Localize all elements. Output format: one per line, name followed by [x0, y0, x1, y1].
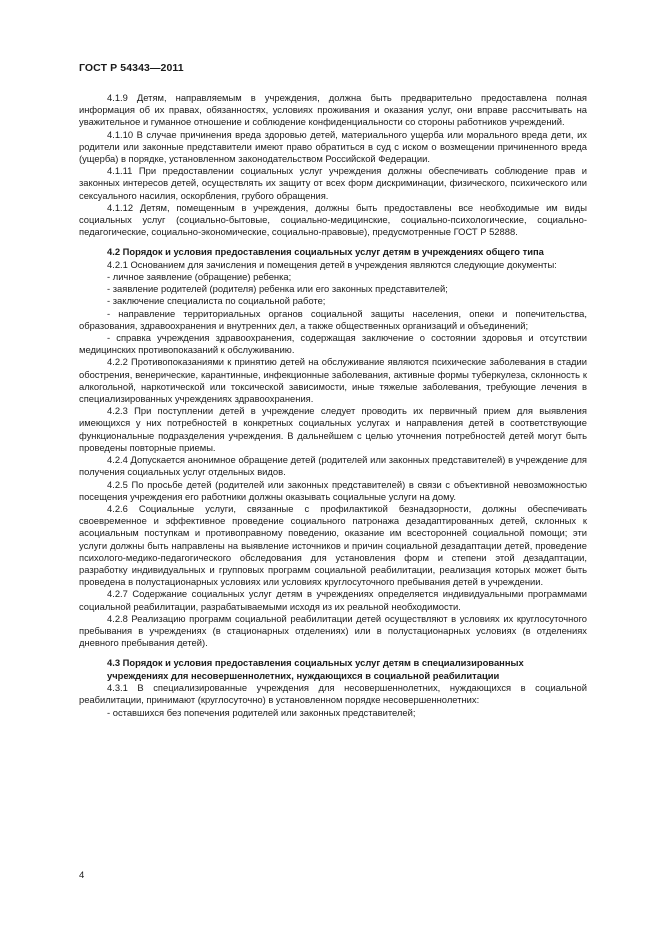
paragraph-4-2-2: 4.2.2 Противопоказаниями к принятию детей на обслуживание являются психические заболевания в стадии обострения, венерические, карантинные, инфекционные заболевания, активные формы туберкулеза, склонность к алкогольной, наркотической или токсической зависимости, иные тяжелые заболевания, требующие лечения в специализированных учреждениях здравоохранения. [79, 356, 587, 405]
paragraph-4-2-7: 4.2.7 Содержание социальных услуг детям в учреждениях определяется индивидуальными программами социальной реабилитации, разрабатываемыми исходя из их реальной необходимости. [79, 588, 587, 612]
paragraph-4-2-8: 4.2.8 Реализацию программ социальной реабилитации детей осуществляют в условиях их круглосуточного пребывания в учреждениях (в стационарных отделениях) или в полустационарных условиях (в отделениях дневного пребывания детей). [79, 612, 587, 649]
paragraph-4-1-9: 4.1.9 Детям, направляемым в учреждения, должна быть предварительно предоставлена полная информация об их правах, обязанностях, условиях проживания и оказания услуг, они вправе рассчитывать на уважительное и гуманное отношение и соблюдение конфиденциальности со стороны работников учреждений. [79, 92, 587, 128]
paragraph-4-2-5: 4.2.5 По просьбе детей (родителей или законных представителей) в связи с объективной невозможностью посещения учреждения его работники должны оказывать социальные услуги на дому. [79, 478, 587, 502]
document-body [79, 92, 587, 719]
paragraph-4-2-4: 4.2.4 Допускается анонимное обращение детей (родителей или законных представителей) в учреждение для получения социальных услуг отдельных видов. [79, 454, 587, 478]
standard-code-header: ГОСТ Р 54343—2011 [79, 62, 184, 74]
list-item: - заявление родителей (родителя) ребенка или его законных представителей; [107, 283, 448, 295]
paragraph-4-2-3: 4.2.3 При поступлении детей в учреждение следует проводить их первичный прием для выявления имеющихся у них потребностей в конкретных социальных услугах и направления детей в соответствующие функциональные подразделения учреждения. В дальнейшем с целью уточнения потребностей детей могут быть проведены повторные приемы. [79, 405, 587, 453]
paragraph-4-1-11: 4.1.11 При предоставлении социальных услуг учреждения должны обеспечивать соблюдение прав и законных интересов детей, осуществлять их защиту от всех форм дискриминации, физического, психического или сексуального насилия, оскорбления, грубого обращения. [79, 165, 587, 201]
list-item: - оставшихся без попечения родителей или законных представителей; [107, 706, 416, 718]
list-item: - справка учреждения здравоохранения, содержащая заключение о состоянии здоровья и отсутствии медицинских противопоказаний к обслуживанию. [79, 332, 587, 356]
spacer [79, 649, 587, 657]
paragraph-4-2-6: 4.2.6 Социальные услуги, связанные с профилактикой безнадзорности, должны обеспечивать своевременное и эффективное проведение социального патронажа дезадаптированных детей, склонных к асоциальным поступкам и противоправному поведению, оказание им всесторонней социальной помощи; эти услуги должны быть направлены на выявление источников и причин социальной дезадаптации детей, проведение психолого-медико-педагогического обследования для установления форм и степени этой дезадаптации, разработку индивидуальных и групповых программ социальной реабилитации, реализация которых может быть проведена в полустационарных условиях или условиях круглосуточного пребывания детей в учреждении. [79, 502, 587, 588]
page-number: 4 [79, 870, 85, 881]
paragraph-4-3-1: 4.3.1 В специализированные учреждения для несовершеннолетних, нуждающихся в социальной реабилитации, принимают (круглосуточно) в установленном порядке несовершеннолетних: [79, 682, 587, 706]
paragraph-4-2-1: 4.2.1 Основанием для зачисления и помещения детей в учреждения являются следующие документы: [107, 258, 557, 270]
section-heading-4-2: 4.2 Порядок и условия предоставления социальных услуг детям в учреждениях общего типа [107, 246, 544, 258]
paragraph-4-1-12: 4.1.12 Детям, помещенным в учреждения, должны быть предоставлены все необходимые им виды социальных услуг (социально-бытовые, социально-медицинские, социально-психологические, социально-педагогические, социально-экономические, социально-правовые), предусмотренные ГОСТ Р 52888. [79, 201, 587, 238]
list-item: - заключение специалиста по социальной работе; [107, 295, 326, 307]
paragraph-4-1-10: 4.1.10 В случае причинения вреда здоровью детей, материального ущерба или морального вреда дети, их родители или законные представители имеют право обратиться в суд с иском о возмещении причиненного вреда (ущерба) в порядке, установленном законодательством Российской Федерации. [79, 128, 587, 165]
section-heading-4-3: 4.3 Порядок и условия предоставления социальных услуг детям в специализированных учреждениях для несовершеннолетних, нуждающихся в социальной реабилитации [107, 657, 524, 681]
list-item: - личное заявление (обращение) ребенка; [107, 271, 292, 283]
list-item: - направление территориальных органов социальной защиты населения, опеки и попечительства, образования, здравоохранения и внутренних дел, а также общественных организаций и объединений; [79, 307, 587, 331]
spacer [79, 238, 587, 246]
